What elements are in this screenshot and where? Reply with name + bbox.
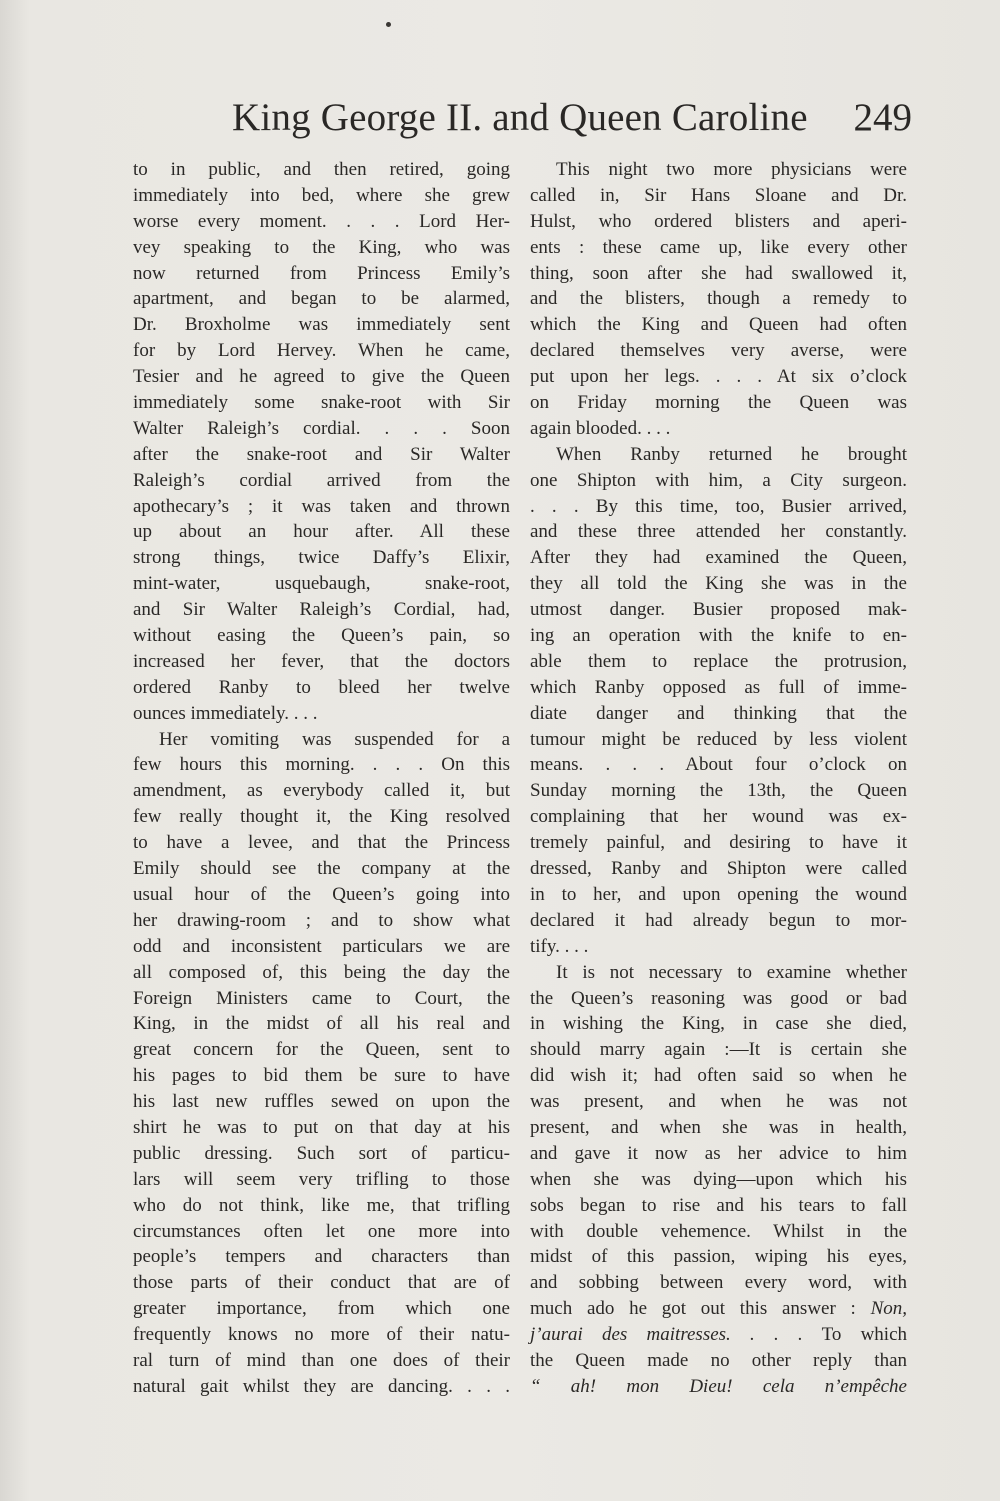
text-line: tremely painful, and desiring to have it (530, 832, 907, 854)
text-line: vey speaking to the King, who was (133, 236, 510, 258)
text-line: who do not think, like me, that trifling (133, 1194, 510, 1216)
text-line: for by Lord Hervey. When he came, (133, 340, 510, 362)
text-line: in to her, and upon opening the wound (530, 883, 907, 905)
text-line: her drawing-room ; and to show what (133, 909, 510, 931)
text-line: and gave it now as her advice to him (530, 1142, 907, 1164)
text-line: they all told the King she was in the (530, 573, 907, 595)
text-line: This night two more physicians were (556, 159, 907, 180)
text-line: much ado he got out this answer : Non, (530, 1298, 907, 1320)
text-line: again blooded. . . . (530, 417, 671, 439)
running-title: King George II. and Queen Caroline (232, 96, 808, 139)
text-line: Her vomiting was suspended for a (159, 728, 510, 750)
text-line: now returned from Princess Emily’s (133, 262, 510, 284)
page-number: 249 (853, 96, 912, 139)
text-line: . . . By this time, too, Busier arrived, (530, 495, 907, 517)
text-line: After they had examined the Queen, (530, 547, 907, 569)
text-line: natural gait whilst they are dancing. . . . (133, 1375, 510, 1397)
text-line: after the snake-root and Sir Walter (133, 443, 510, 465)
text-line: and Sir Walter Raleigh’s Cordial, had, (133, 599, 510, 621)
text-line: people’s tempers and characters than (133, 1246, 510, 1268)
text-line: great concern for the Queen, sent to (133, 1039, 510, 1061)
text-line: Raleigh’s cordial arrived from the (133, 469, 510, 491)
text-line: utmost danger. Busier proposed mak- (530, 599, 907, 621)
text-line: j’aurai des maitresses. . . . To which (530, 1324, 908, 1346)
text-line: one Shipton with him, a City surgeon. (530, 469, 907, 491)
text-line: when she was dying—upon which his (530, 1168, 907, 1190)
text-line: ordered Ranby to bleed her twelve (133, 676, 510, 698)
text-line: ents : these came up, like every other (530, 236, 907, 258)
text-line: called in, Sir Hans Sloane and Dr. (530, 184, 907, 206)
text-line: odd and inconsistent particulars we are (133, 935, 510, 957)
text-line: ing an operation with the knife to en- (530, 625, 907, 647)
text-line: strong things, twice Daffy’s Elixir, (133, 547, 510, 569)
text-line: with double vehemence. Whilst in the (530, 1220, 907, 1242)
text-line: means. . . . About four o’clock on (530, 754, 907, 776)
text-line: mint-water, usquebaugh, snake-root, (133, 573, 510, 595)
text-line: ounces immediately. . . . (133, 702, 318, 724)
text-line: lars will seem very trifling to those (133, 1168, 510, 1190)
ink-speck (386, 22, 391, 27)
text-line: without easing the Queen’s pain, so (133, 625, 510, 647)
text-line: worse every moment. . . . Lord Her- (133, 210, 510, 232)
text-line: to in public, and then retired, going (133, 159, 510, 180)
text-line: frequently knows no more of their natu- (133, 1324, 510, 1346)
text-line: Walter Raleigh’s cordial. . . . Soon (133, 417, 510, 439)
text-line: ral turn of mind than one does of their (133, 1349, 510, 1371)
text-line: Emily should see the company at the (133, 858, 510, 880)
text-line: tify. . . . (530, 935, 589, 957)
text-line: “ ah! mon Dieu! cela n’empêche (530, 1375, 907, 1397)
text-line: Tesier and he agreed to give the Queen (133, 366, 510, 388)
text-line: declared themselves very averse, were (530, 340, 907, 362)
text-line: circumstances often let one more into (133, 1220, 510, 1242)
running-header (232, 90, 912, 146)
text-line: King, in the midst of all his real and (133, 1013, 510, 1035)
text-line: Foreign Ministers came to Court, the (133, 987, 510, 1009)
text-line: able them to replace the protrusion, (530, 650, 907, 672)
text-line: should marry again :—It is certain she (530, 1039, 907, 1061)
right-text-column (530, 157, 907, 1400)
text-line: the Queen made no other reply than (530, 1349, 907, 1371)
text-line: midst of this passion, wiping his eyes, (530, 1246, 907, 1268)
text-line: shirt he was to put on that day at his (133, 1116, 510, 1138)
text-line: immediately some snake-root with Sir (133, 392, 510, 414)
text-line: tumour might be reduced by less violent (530, 728, 907, 750)
text-line: those parts of their conduct that are of (133, 1272, 510, 1294)
text-line: sobs began to rise and his tears to fall (530, 1194, 907, 1216)
text-line: on Friday morning the Queen was (530, 392, 907, 414)
text-line: and sobbing between every word, with (530, 1272, 907, 1294)
text-line: When Ranby returned he brought (556, 443, 907, 465)
text-line: few hours this morning. . . . On this (133, 754, 510, 776)
text-line: public dressing. Such sort of particu- (133, 1142, 510, 1164)
text-line: apartment, and began to be alarmed, (133, 288, 510, 310)
text-line: thing, soon after she had swallowed it, (530, 262, 907, 284)
text-line: greater importance, from which one (133, 1298, 510, 1320)
text-line: did wish it; had often said so when he (530, 1065, 907, 1087)
text-line: up about an hour after. All these (133, 521, 510, 543)
text-line: Sunday morning the 13th, the Queen (530, 780, 907, 802)
text-line: Dr. Broxholme was immediately sent (133, 314, 510, 336)
text-line: apothecary’s ; it was taken and thrown (133, 495, 510, 517)
text-line: present, and when she was in health, (530, 1116, 907, 1138)
text-line: to have a levee, and that the Princess (133, 832, 510, 854)
text-line: immediately into bed, where she grew (133, 184, 510, 206)
text-line: the Queen’s reasoning was good or bad (530, 987, 907, 1009)
text-line: dressed, Ranby and Shipton were called (530, 858, 907, 880)
text-line: increased her fever, that the doctors (133, 650, 510, 672)
text-line: was present, and when he was not (530, 1091, 907, 1113)
text-line: in wishing the King, in case she died, (530, 1013, 907, 1035)
text-line: amendment, as everybody called it, but (133, 780, 510, 802)
text-line: his pages to bid them be sure to have (133, 1065, 510, 1087)
left-text-column (133, 157, 510, 1400)
text-line: and these three attended her constantly. (530, 521, 907, 543)
text-line: diate danger and thinking that the (530, 702, 907, 724)
text-line: put upon her legs. . . . At six o’clock (530, 366, 907, 388)
text-line: declared it had already begun to mor- (530, 909, 907, 931)
text-line: and the blisters, though a remedy to (530, 288, 907, 310)
text-line: few really thought it, the King resolved (133, 806, 510, 828)
text-line: which the King and Queen had often (530, 314, 907, 336)
text-line: his last new ruffles sewed on upon the (133, 1091, 510, 1113)
text-line: usual hour of the Queen’s going into (133, 883, 510, 905)
text-line: Hulst, who ordered blisters and aperi- (530, 210, 907, 232)
text-line: It is not necessary to examine whether (556, 961, 907, 983)
text-line: all composed of, this being the day the (133, 961, 510, 983)
text-line: complaining that her wound was ex- (530, 806, 907, 828)
text-line: which Ranby opposed as full of imme- (530, 676, 907, 698)
